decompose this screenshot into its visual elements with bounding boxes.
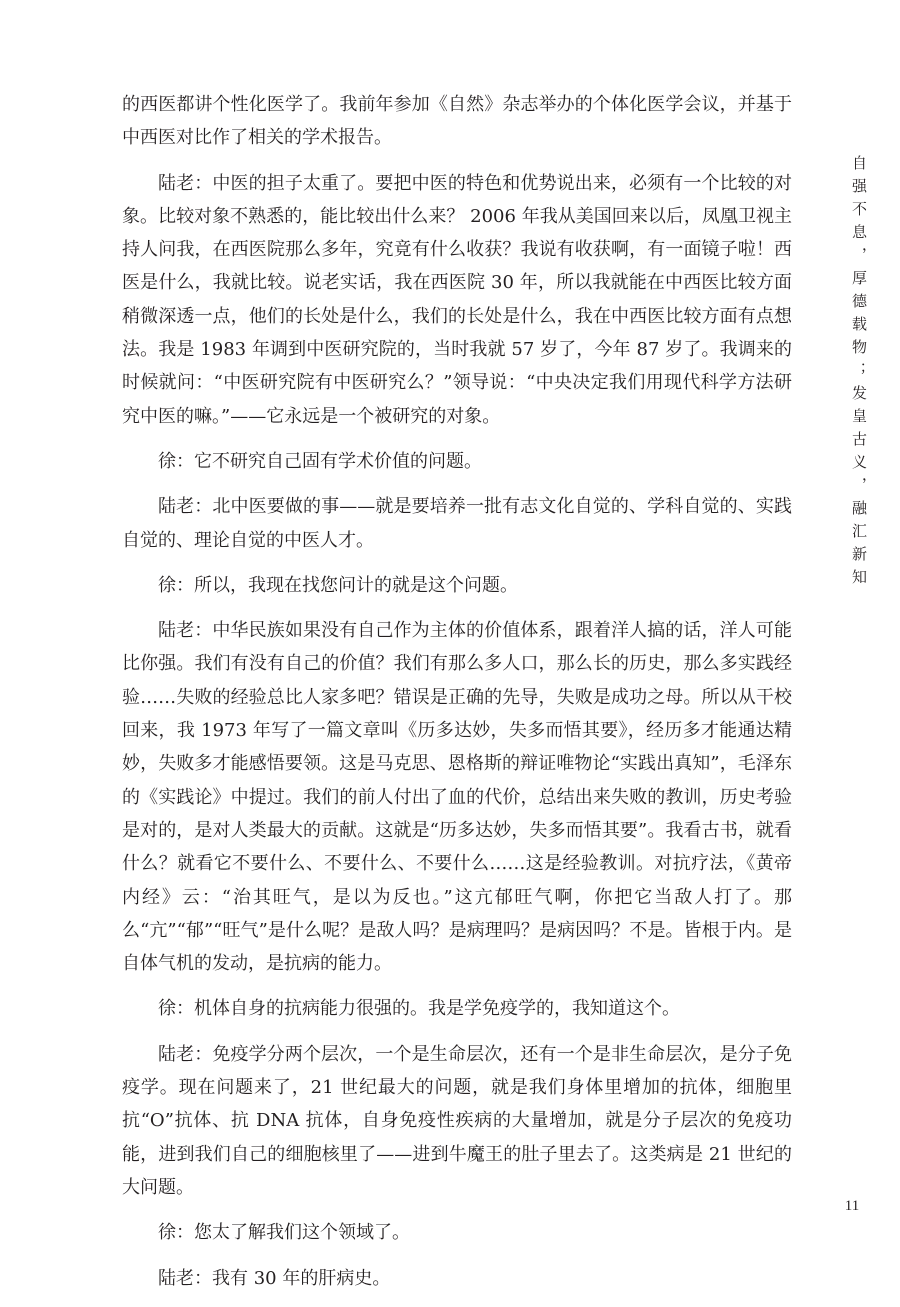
paragraph: 徐：机体自身的抗病能力很强的。我是学免疫学的，我知道这个。 [158, 998, 680, 1020]
paragraph: 徐：您太了解我们这个领域了。 [158, 1222, 410, 1244]
paragraph: 徐：它不研究自己固有学术价值的问题。 [158, 450, 482, 472]
paragraph: 陆老：我有 30 年的肝病史。 [158, 1267, 391, 1289]
paragraph: 陆老：免疫学分两个层次，一个是生命层次，还有一个是非生命层次，是分子免疫学。现在问题来了，21 世纪最大的问题，就是我们身体里增加的抗体，细胞里抗“O”抗体、抗 DNA 抗体，自身免疫性疾病的大量增加，就是分子层次的免疫功能，进到我们自己的细胞核里了——进到牛魔王的肚子里去了。这类病是 21 世纪的大问题。 [122, 1043, 792, 1198]
paragraph: 陆老：中华民族如果没有自己作为主体的价值体系，跟着洋人搞的话，洋人可能比你强。我们有没有自己的价值？我们有那么多人口，那么长的历史，那么多实践经验……失败的经验总比人家多吧？错误是正确的先导，失败是成功之母。所以从干校回来，我 1973 年写了一篇文章叫《历多达妙，失多而悟其要》，经历多才能通达精妙，失败多才能感悟要领。这是马克思、恩格斯的辩证唯物论“实践出真知”，毛泽东的《实践论》中提过。我们的前人付出了血的代价，总结出来失败的教训，历史考验是对的，是对人类最大的贡献。这就是“历多达妙，失多而悟其要”。我看古书，就看什么？就看它不要什么、不要什么、不要什么……这是经验教训。对抗疗法，《黄帝内经》云：“治其旺气，是以为反也。”这亢郁旺气啊，你把它当敌人打了。那么“亢”“郁”“旺气”是什么呢？是敌人吗？是病理吗？是病因吗？不是。皆根于内。是自体气机的发动，是抗病的能力。 [122, 620, 792, 975]
body-text [122, 88, 792, 1307]
paragraph: 陆老：北中医要做的事——就是要培养一批有志文化自觉的、学科自觉的、实践自觉的、理论自觉的中医人才。 [122, 496, 792, 551]
paragraph: 的西医都讲个性化医学了。我前年参加《自然》杂志举办的个体化医学会议，并基于中西医对比作了相关的学术报告。 [122, 94, 792, 149]
page-number: 11 [844, 1198, 860, 1214]
paragraph: 陆老：中医的担子太重了。要把中医的特色和优势说出来，必须有一个比较的对象。比较对象不熟悉的，能比较出什么来？ 2006 年我从美国回来以后，凤凰卫视主持人问我，在西医院那么多年，究竟有什么收获？我说有收获啊，有一面镜子啦！西医是什么，我就比较。说老实话，我在西医院 30 年，所以我就能在中西医比较方面稍微深透一点，他们的长处是什么，我们的长处是什么，我在中西医比较方面有点想法。我是 1983 年调到中医研究院的，当时我就 57 岁了，今年 87 岁了。我调来的时候就问：“中医研究院有中医研究么？”领导说：“中央决定我们用现代科学方法研究中医的嘛。”——它永远是一个被研究的对象。 [122, 172, 792, 427]
sidebar-quote: 自强不息，厚德载物；发皇古义，融汇新知 [850, 155, 868, 592]
paragraph: 徐：所以，我现在找您问计的就是这个问题。 [158, 574, 518, 596]
